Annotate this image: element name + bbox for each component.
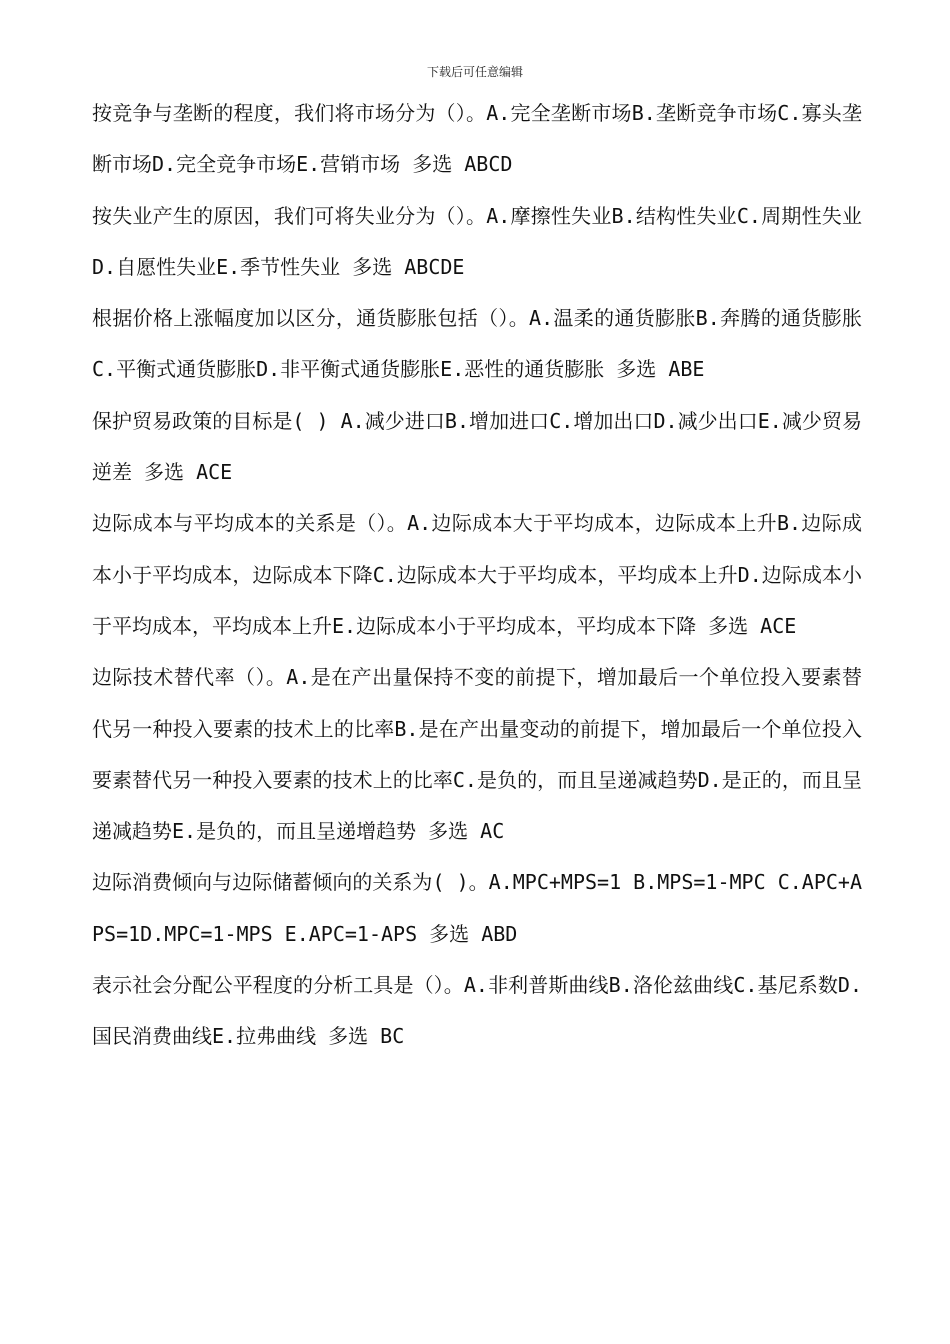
question-item: 边际消费倾向与边际储蓄倾向的关系为( )。A.MPC+MPS=1 B.MPS=1-MPC C.APC+APS=1D.MPC=1-MPS E.APC=1-APS 多选 ABD [92,870,862,946]
question-item: 边际技术替代率（）。A.是在产出量保持不变的前提下，增加最后一个单位投入要素替代另一种投入要素的技术上的比率B.是在产出量变动的前提下，增加最后一个单位投入要素替代另一种投入要素的技术上的比率C.是负的，而且呈递减趋势D.是正的，而且呈递减趋势E.是负的，而且呈递增趋势 多选 AC [92,665,862,844]
question-list [92,88,862,1063]
page-header: 下载后可任意编辑 [426,65,523,79]
question-item: 表示社会分配公平程度的分析工具是（）。A.非利普斯曲线B.洛伦兹曲线C.基尼系数D.国民消费曲线E.拉弗曲线 多选 BC [92,973,862,1049]
question-item: 边际成本与平均成本的关系是（）。A.边际成本大于平均成本，边际成本上升B.边际成本小于平均成本，边际成本下降C.边际成本大于平均成本，平均成本上升D.边际成本小于平均成本，平均成本上升E.边际成本小于平均成本，平均成本下降 多选 ACE [92,511,862,638]
question-item: 按失业产生的原因，我们可将失业分为（）。A.摩擦性失业B.结构性失业C.周期性失业D.自愿性失业E.季节性失业 多选 ABCDE [92,203,862,279]
question-item: 保护贸易政策的目标是( ) A.减少进口B.增加进口C.增加出口D.减少出口E.减少贸易逆差 多选 ACE [92,408,862,485]
question-item: 按竞争与垄断的程度，我们将市场分为（）。A.完全垄断市场B.垄断竞争市场C.寡头垄断市场D.完全竞争市场E.营销市场 多选 ABCD [92,101,862,177]
question-item: 根据价格上涨幅度加以区分，通货膨胀包括（）。A.温柔的通货膨胀B.奔腾的通货膨胀C.平衡式通货膨胀D.非平衡式通货膨胀E.恶性的通货膨胀 多选 ABE [92,306,862,382]
